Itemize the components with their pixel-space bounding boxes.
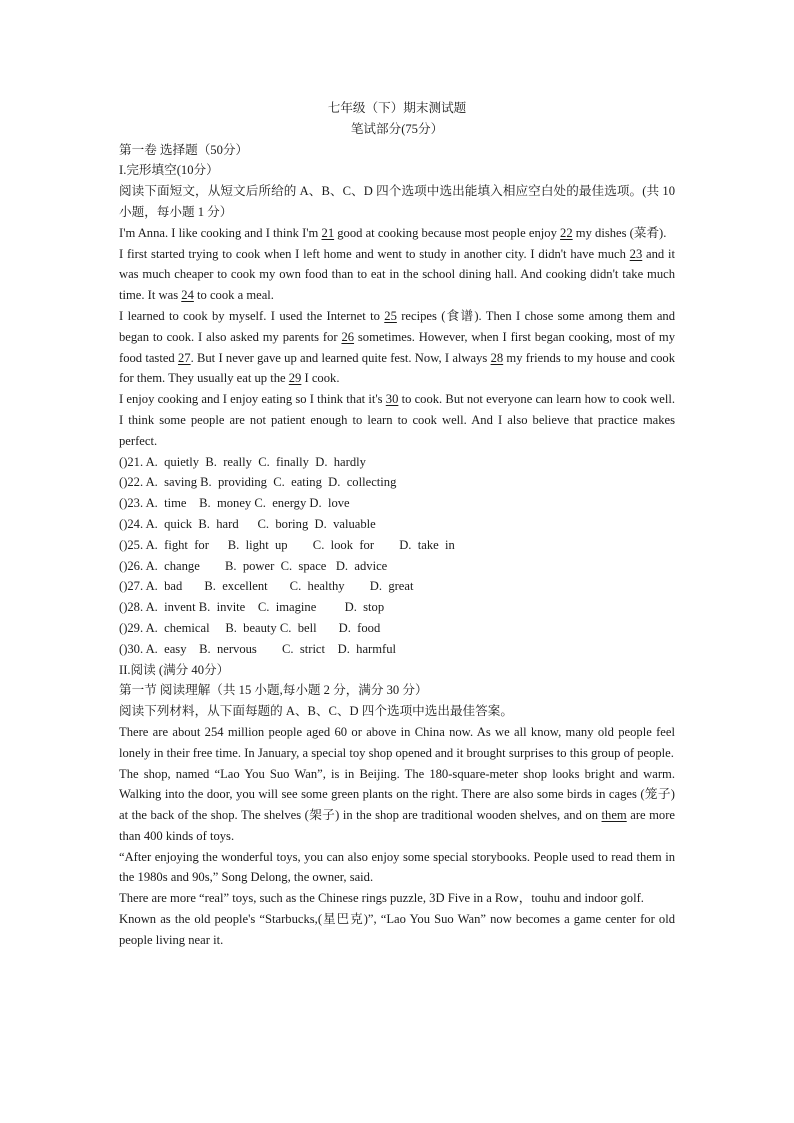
blank-22: 22 xyxy=(560,225,573,240)
question-30: ()30. A. easy B. nervous C. strict D. harmful xyxy=(119,641,397,656)
reading-section-title: II.阅读 (满分 40分） xyxy=(119,662,230,677)
cloze-text: recipes (食谱). Then I chose some among them and began to cook. I also asked my parents for xyxy=(119,308,676,344)
cloze-instruction: 阅读下面短文，从短文后所给的 A、B、C、D 四个选项中选出能填入相应空白处的最佳选项。(共 10 小题，每小题 1 分） xyxy=(119,184,675,219)
question-21: ()21. A. quietly B. really C. finally D. hardly xyxy=(119,454,366,469)
cloze-text: I'm Anna. I like cooking and I think I'm xyxy=(119,225,322,240)
exam-page xyxy=(119,98,675,951)
reading-subsection-title: 第一节 阅读理解（共 15 小题,每小题 2 分，满分 30 分） xyxy=(119,683,428,698)
question-27: ()27. A. bad B. excellent C. healthy D. great xyxy=(119,579,414,594)
cloze-text: to cook a meal. xyxy=(193,288,274,303)
cloze-paragraph-3 xyxy=(119,306,675,389)
reading-paragraph-5: Known as the old people's “Starbucks,(星巴克)”, “Lao You Suo Wan” now becomes a game center for old people living near it. xyxy=(119,912,675,947)
reading-paragraph-4: There are more “real” toys, such as the Chinese rings puzzle, 3D Five in a Row，touhu and indoor golf. xyxy=(119,891,644,906)
reading-instruction: 阅读下列材料，从下面每题的 A、B、C、D 四个选项中选出最佳答案。 xyxy=(119,704,513,719)
cloze-text: I enjoy cooking and I enjoy eating so I think that it's xyxy=(119,392,386,407)
question-23: ()23. A. time B. money C. energy D. love xyxy=(119,496,350,511)
blank-23: 23 xyxy=(629,246,643,261)
question-25: ()25. A. fight for B. light up C. look for D. take in xyxy=(119,537,455,552)
cloze-text: I cook. xyxy=(301,371,340,386)
part-one-heading: 第一卷 选择题（50分） xyxy=(119,142,249,157)
question-list xyxy=(119,452,675,660)
underlined-word: them xyxy=(601,808,627,823)
question-28: ()28. A. invent B. invite C. imagine D. stop xyxy=(119,600,385,615)
cloze-text: my dishes (菜肴). xyxy=(572,225,667,240)
cloze-section-title: I.完形填空(10分） xyxy=(119,163,219,178)
exam-title: 七年级（下）期末测试题 xyxy=(327,101,467,115)
blank-29: 29 xyxy=(288,371,302,386)
blank-26: 26 xyxy=(341,329,355,344)
exam-subtitle: 笔试部分(75分） xyxy=(350,121,444,136)
blank-27: 27 xyxy=(177,350,191,365)
reading-paragraph-3: “After enjoying the wonderful toys, you can also enjoy some special storybooks. People used to read them in the 1980s and 90s,” Song Delong, the owner, said. xyxy=(119,849,675,885)
cloze-paragraph-2 xyxy=(119,244,675,306)
blank-21: 21 xyxy=(321,225,335,240)
question-24: ()24. A. quick B. hard C. boring D. valuable xyxy=(119,516,376,531)
blank-30: 30 xyxy=(385,392,399,407)
reading-paragraph-1: There are about 254 million people aged 60 or above in China now. As we all know, many old people feel lonely in their free time. In January, a special toy shop opened and it brought surprises to this group of people. xyxy=(119,724,675,760)
question-22: ()22. A. saving B. providing C. eating D. collecting xyxy=(119,475,397,490)
reading-text: The shop, named “Lao You Suo Wan”, is in Beijing. The 180-square-meter shop looks bright and warm. Walking into the door, you will see some green plants on the right. There are also some birds in cages (笼子) at the back of the shop. The shelves (架子) in the shop are traditional wooden shelves, and on xyxy=(119,766,675,823)
blank-24: 24 xyxy=(181,288,194,303)
cloze-paragraph-1 xyxy=(119,223,675,244)
cloze-text: I learned to cook by myself. I used the Internet to xyxy=(119,308,385,323)
blank-25: 25 xyxy=(384,308,397,323)
cloze-paragraph-4 xyxy=(119,389,675,451)
cloze-text: good at cooking because most people enjoy xyxy=(334,225,561,240)
cloze-text: I first started trying to cook when I left home and went to study in another city. I didn't have much xyxy=(119,246,630,261)
cloze-text: . But I never gave up and learned quite fest. Now, I always xyxy=(190,350,491,365)
blank-28: 28 xyxy=(490,350,504,365)
reading-text: are more than 400 kinds of toys. xyxy=(119,808,676,843)
question-26: ()26. A. change B. power C. space D. advice xyxy=(119,558,388,573)
reading-paragraph-2 xyxy=(119,764,675,847)
question-29: ()29. A. chemical B. beauty C. bell D. food xyxy=(119,620,381,635)
cloze-text: and it was much cheaper to cook my own food than to eat in the school dining hall. And cooking didn't take much time. It was xyxy=(119,246,675,303)
cloze-text: my friends to my house and cook for them. They usually eat up the xyxy=(119,350,675,386)
cloze-text: sometimes. However, when I first began cooking, most of my food tasted xyxy=(119,329,675,365)
cloze-text: to cook. But not everyone can learn how to cook well. I think some people are not patient enough to learn to cook well. And I also believe that practice makes perfect. xyxy=(119,392,675,448)
